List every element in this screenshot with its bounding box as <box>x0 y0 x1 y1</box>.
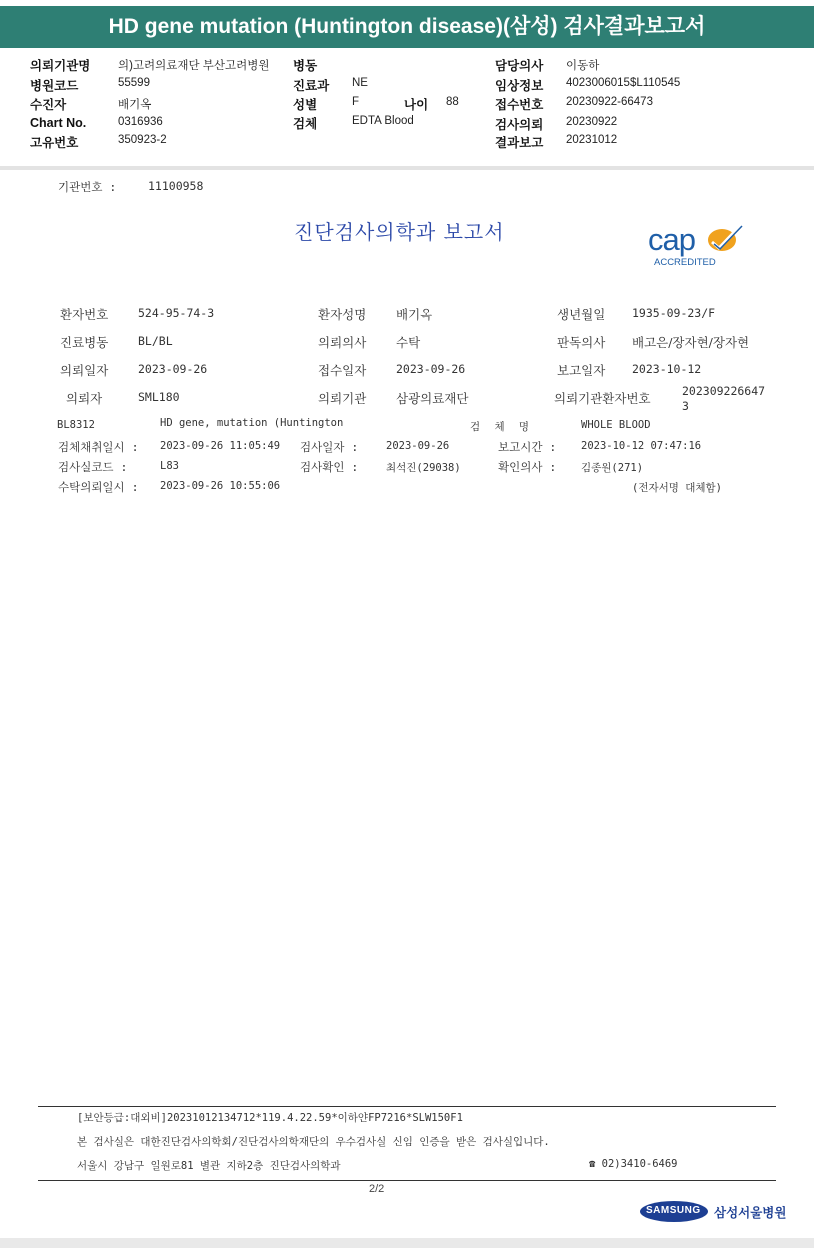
chart-no-label: Chart No. <box>30 116 87 130</box>
examinee-value: 배기옥 <box>118 99 152 111</box>
dept-value: NE <box>352 77 368 89</box>
dept-label: 진료과 <box>293 79 330 93</box>
report-date-value: 2023-10-12 <box>632 362 702 376</box>
specimen-label: 검체 <box>293 117 318 131</box>
specimen-value: EDTA Blood <box>352 115 414 127</box>
certification-note: 본 검사실은 대한진단검사의학회/진단검사의학재단의 우수검사실 신임 인증을 받은 검사실입니다. <box>77 1136 550 1148</box>
samsung-hospital-logo <box>640 1200 787 1224</box>
unique-no-label: 고유번호 <box>30 136 79 150</box>
req-inst-label: 의뢰기관 <box>318 391 367 406</box>
test-code: BL8312 <box>57 419 95 431</box>
patient-no-value: 524-95-74-3 <box>138 306 215 320</box>
reading-doctor-value: 배고은/장자현/장자현 <box>632 335 750 350</box>
lab-code-label: 검사실코드 : <box>58 460 128 474</box>
page-number: 2/2 <box>369 1183 385 1195</box>
doctor-value: 이동하 <box>566 60 600 72</box>
unique-no-value: 350923-2 <box>118 134 167 146</box>
ward-label: 병동 <box>293 59 318 73</box>
requester-label: 의뢰자 <box>66 391 103 406</box>
clinical-value: 4023006015$L110545 <box>566 77 681 89</box>
exam-date-label: 검사일자 : <box>300 440 359 454</box>
req-inst-value: 삼광의료재단 <box>396 391 469 406</box>
age-label: 나이 <box>404 98 429 112</box>
specimen-name-value: WHOLE BLOOD <box>581 419 651 431</box>
collect-value: 2023-09-26 11:05:49 <box>160 440 281 452</box>
req-inst-patient-value-line2: 3 <box>682 399 689 413</box>
patient-name-label: 환자성명 <box>318 307 367 322</box>
footer-bottom-rule <box>38 1180 776 1181</box>
dob-value: 1935-09-23/F <box>632 306 716 320</box>
confirm-doc-label: 확인의사 : <box>498 460 557 474</box>
header-info <box>0 52 814 167</box>
examinee-label: 수진자 <box>30 98 67 112</box>
lab-address: 서울시 강남구 일원로81 별관 지하2층 진단검사의학과 <box>77 1160 341 1172</box>
report-heading: 진단검사의학과 보고서 <box>294 220 505 244</box>
confirm-doc-value: 김종원(271) <box>581 462 644 474</box>
ward-grid-label: 진료병동 <box>60 335 109 350</box>
requester-value: SML180 <box>138 390 180 404</box>
verify-value: 최석진(29038) <box>386 462 461 474</box>
receipt-label: 접수번호 <box>495 98 544 112</box>
report-title-bar: HD gene mutation (Huntington disease)(삼성) 검사결과보고서 <box>0 6 814 48</box>
hospital-code-label: 병원코드 <box>30 79 79 93</box>
institution-no-value: 11100958 <box>148 179 204 193</box>
doctor-label: 담당의사 <box>495 59 544 73</box>
patient-no-label: 환자번호 <box>60 307 109 322</box>
patient-name-value: 배기옥 <box>396 307 433 322</box>
cap-accredited-logo <box>646 224 750 272</box>
institution-label: 의뢰기관명 <box>30 59 91 73</box>
request-label: 검사의뢰 <box>495 118 544 132</box>
sex-value: F <box>352 96 360 108</box>
req-inst-patient-label: 의뢰기관환자번호 <box>554 391 651 406</box>
request-value: 20230922 <box>566 116 618 128</box>
hospital-name: 삼성서울병원 <box>714 1205 787 1220</box>
test-name: HD gene, mutation (Huntington <box>160 417 344 429</box>
cap-logo-text: cap <box>648 222 695 257</box>
consign-value: 2023-09-26 10:55:06 <box>160 480 281 492</box>
lab-phone: ☎ 02)3410-6469 <box>589 1158 678 1170</box>
institution-value: 의)고려의료재단 부산고려병원 <box>118 60 270 72</box>
req-inst-patient-value-line1: 202309226647 <box>682 384 766 398</box>
header-divider <box>0 166 814 170</box>
institution-no-label: 기관번호 : <box>58 180 117 194</box>
req-date-value: 2023-09-26 <box>138 362 208 376</box>
exam-date-value: 2023-09-26 <box>386 440 450 452</box>
result-label: 결과보고 <box>495 136 544 150</box>
req-date-label: 의뢰일자 <box>60 363 109 378</box>
report-time-label: 보고시간 : <box>498 440 557 454</box>
cap-accredited-text: ACCREDITED <box>654 257 716 268</box>
receipt-date-label: 접수일자 <box>318 363 367 378</box>
footer-top-rule <box>38 1106 776 1107</box>
reading-doctor-label: 판독의사 <box>557 335 606 350</box>
page-bottom-band <box>0 1238 814 1248</box>
ward-grid-value: BL/BL <box>138 334 173 348</box>
chart-no-value: 0316936 <box>118 116 163 128</box>
cap-swoosh-icon <box>704 224 746 254</box>
collect-label: 검체채취일시 : <box>58 440 139 454</box>
verify-label: 검사확인 : <box>300 460 359 474</box>
req-doctor-label: 의뢰의사 <box>318 335 367 350</box>
specimen-name-label: 검 체 명 <box>470 421 534 433</box>
req-doctor-value: 수탁 <box>396 335 421 350</box>
report-date-label: 보고일자 <box>557 363 606 378</box>
security-line: [보안등급:대외비]20231012134712*119.4.22.59*이하얀FP7216*SLW150F1 <box>77 1112 463 1124</box>
sex-label: 성별 <box>293 98 318 112</box>
consign-label: 수탁의뢰일시 : <box>58 480 139 494</box>
e-signature-note: (전자서명 대체함) <box>632 482 722 494</box>
hospital-code-value: 55599 <box>118 77 150 89</box>
samsung-wordmark: SAMSUNG <box>646 1205 701 1216</box>
receipt-value: 20230922-66473 <box>566 96 653 108</box>
age-value: 88 <box>446 96 459 108</box>
receipt-date-value: 2023-09-26 <box>396 362 466 376</box>
clinical-label: 임상정보 <box>495 79 544 93</box>
lab-code-value: L83 <box>160 460 179 472</box>
dob-label: 생년월일 <box>557 307 606 322</box>
result-value: 20231012 <box>566 134 618 146</box>
report-time-value: 2023-10-12 07:47:16 <box>581 440 702 452</box>
